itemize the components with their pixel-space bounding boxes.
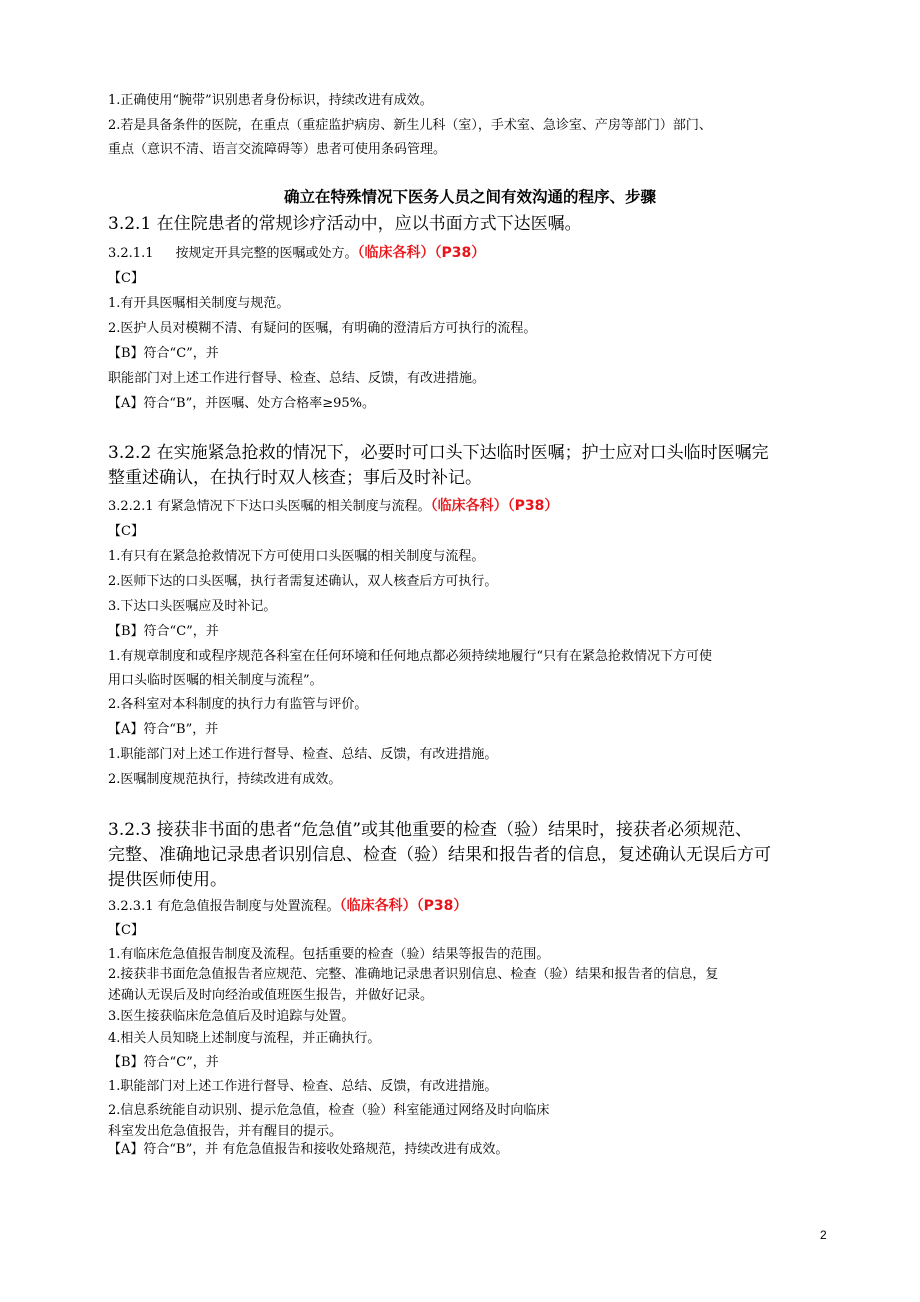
clause-heading: 提供医师使用。: [108, 870, 227, 890]
criterion: 2.医护人员对模糊不清、有疑问的医嘱，有明确的澄清后方可执行的流程。: [108, 321, 537, 336]
page-ref: （P38）: [416, 898, 468, 914]
paragraph: 1.正确使用“腕带”识别患者身份标识，持续改进有成效。: [108, 93, 433, 108]
grade-c-label: 【C】: [108, 524, 144, 539]
grade-a-label: 【A】符合“B”，并: [108, 722, 219, 737]
page-number: 2: [820, 1228, 827, 1242]
criterion: 1.职能部门对上述工作进行督导、检查、总结、反馈，有改进措施。: [108, 747, 498, 762]
grade-a-label: 【A】符合“B”，并 有危急值报告和接收处臵规范，持续改进有成效。: [108, 1142, 509, 1157]
criterion: 4.相关人员知晓上述制度与流程，并正确执行。: [108, 1031, 381, 1046]
item-text: 按规定开具完整的医嘱或处方。: [175, 246, 358, 261]
dept-tag: （临床各科）: [357, 245, 435, 261]
grade-b-label: 【B】符合“C”，并: [108, 624, 219, 639]
item-line: [108, 244, 485, 263]
item-number: 3.2.1.1: [108, 246, 154, 261]
criterion: 2.信息系统能自动识别、提示危急值，检查（验）科室能通过网络及时向临床: [108, 1103, 550, 1118]
dept-tag: （临床各科）: [339, 898, 417, 914]
criterion: 2.医嘱制度规范执行，持续改进有成效。: [108, 772, 342, 787]
clause-heading: 3.2.2 在实施紧急抢救的情况下，必要时可口头下达临时医嘱；护士应对口头临时医嘱完: [108, 443, 769, 463]
clause-heading: 完整、准确地记录患者识别信息、检查（验）结果和报告者的信息，复述确认无误后方可: [108, 845, 771, 865]
criterion: 1.有临床危急值报告制度及流程。包括重要的检查（验）结果等报告的范围。: [108, 947, 550, 962]
clause-heading: 3.2.3 接获非书面的患者“危急值”或其他重要的检查（验）结果时，接获者必须规范、: [108, 820, 753, 840]
criterion: 1.有只有在紧急抢救情况下方可使用口头医嘱的相关制度与流程。: [108, 549, 485, 564]
item-text: 3.2.3.1 有危急值报告制度与处置流程。: [108, 899, 340, 914]
item-line: [108, 897, 467, 916]
criterion: 1.职能部门对上述工作进行督导、检查、总结、反馈，有改进措施。: [108, 1079, 498, 1094]
page-ref: （P38）: [434, 245, 486, 261]
clause-heading: 整重述确认，在执行时双人核查；事后及时补记。: [108, 468, 482, 488]
criterion: 1.有开具医嘱相关制度与规范。: [108, 296, 290, 311]
page-ref: （P38）: [507, 498, 559, 514]
grade-a-label: 【A】符合“B”，并医嘱、处方合格率≥95%。: [108, 396, 376, 411]
grade-c-label: 【C】: [108, 271, 144, 286]
criterion: 1.有规章制度和或程序规范各科室在任何环境和任何地点都必须持续地履行“只有在紧急抢救情况下方可使: [108, 649, 713, 664]
criterion: 3.医生接获临床危急值后及时追踪与处置。: [108, 1009, 355, 1024]
grade-c-label: 【C】: [108, 923, 144, 938]
section-title: 确立在特殊情况下医务人员之间有效沟通的程序、步骤: [283, 188, 656, 206]
criterion: 2.医师下达的口头医嘱，执行者需复述确认，双人核查后方可执行。: [108, 574, 498, 589]
criterion: 科室发出危急值报告，并有醒目的提示。: [108, 1124, 343, 1139]
grade-b-label: 【B】符合“C”，并: [108, 1055, 219, 1070]
criterion: 3.下达口头医嘱应及时补记。: [108, 599, 277, 614]
paragraph: 重点（意识不清、语言交流障碍等）患者可使用条码管理。: [108, 142, 447, 157]
criterion: 用口头临时医嘱的相关制度与流程”。: [108, 673, 323, 688]
criterion: 职能部门对上述工作进行督导、检查、总结、反馈，有改进措施。: [108, 371, 486, 386]
clause-heading: 3.2.1 在住院患者的常规诊疗活动中，应以书面方式下达医嘱。: [108, 214, 582, 234]
item-line: [108, 497, 558, 516]
dept-tag: （临床各科）: [430, 498, 508, 514]
grade-b-label: 【B】符合“C”，并: [108, 346, 219, 361]
criterion: 2.各科室对本科制度的执行力有监管与评价。: [108, 697, 368, 712]
item-text: 3.2.2.1 有紧急情况下下达口头医嘱的相关制度与流程。: [108, 499, 431, 514]
paragraph: 2.若是具备条件的医院，在重点（重症监护病房、新生儿科（室），手术室、急诊室、产房等部门）部门、: [108, 118, 712, 133]
criterion: 述确认无误后及时向经治或值班医生报告，并做好记录。: [108, 988, 434, 1003]
criterion: 2.接获非书面危急值报告者应规范、完整、准确地记录患者识别信息、检查（验）结果和报告者的信息，复: [108, 967, 719, 982]
